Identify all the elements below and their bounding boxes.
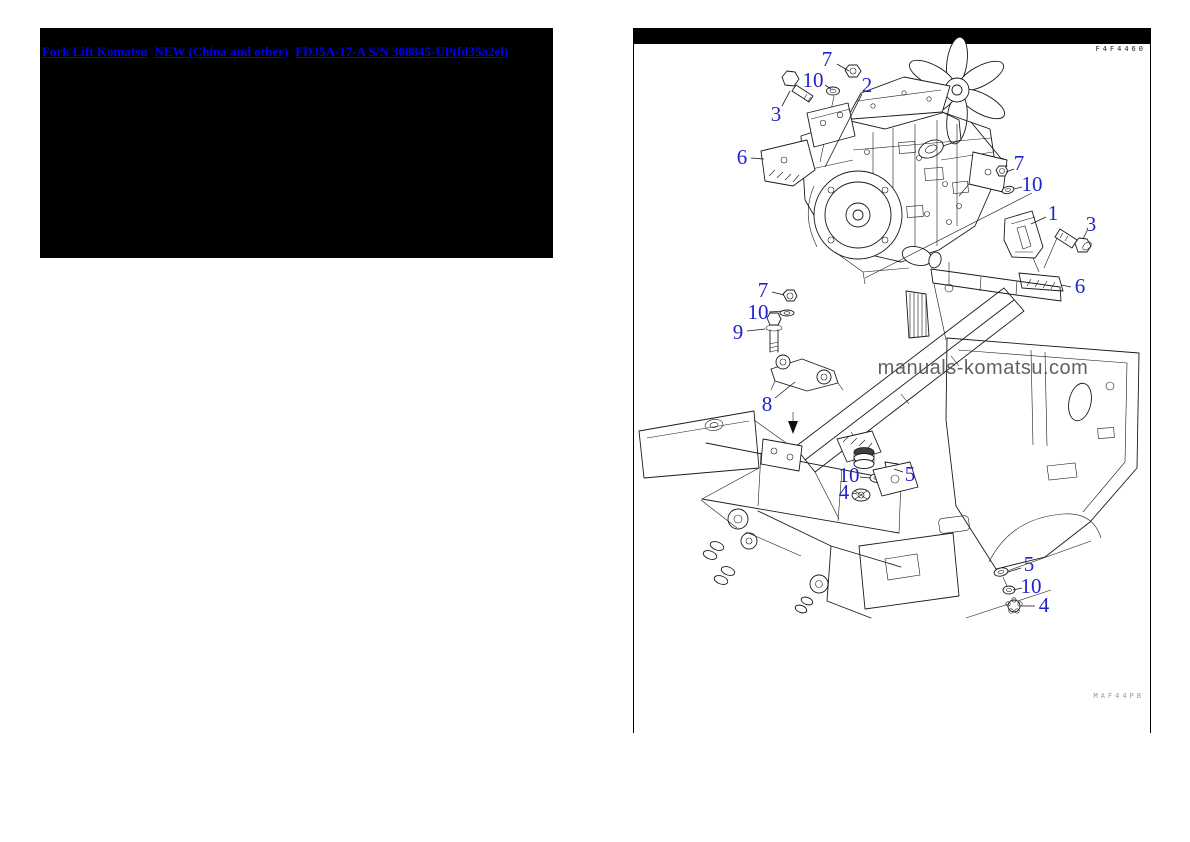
callout-number-6: 6 [736, 145, 748, 169]
callout-number-3: 3 [1085, 212, 1097, 236]
parts-diagram-panel [633, 28, 1151, 733]
breadcrumb [42, 44, 515, 60]
engine-mounting-diagram [634, 28, 1150, 733]
callout-number-5: 5 [904, 462, 916, 486]
watermark-text: manuals-komatsu.com [877, 357, 1089, 379]
callout-leader-7 [772, 292, 784, 295]
callout-number-4: 4 [838, 480, 850, 504]
callout-number-7: 7 [757, 278, 769, 302]
callout-number-6: 6 [1074, 274, 1086, 298]
callout-layer [733, 47, 1097, 617]
callout-number-4: 4 [1038, 593, 1050, 617]
callout-number-10: 10 [1020, 574, 1042, 598]
callout-number-10: 10 [747, 300, 769, 324]
callout-number-7: 7 [1013, 151, 1025, 175]
fiche-code-bottom: MAF44PB [1093, 692, 1144, 700]
engine-drawing [801, 36, 1009, 292]
frame-drawing [639, 269, 1139, 618]
callout-leader-6 [1061, 285, 1071, 287]
callout-number-10: 10 [1021, 172, 1043, 196]
fiche-code-top: F4F4460 [1095, 45, 1146, 53]
callout-leader-10 [860, 477, 870, 478]
callout-leader-3 [782, 91, 790, 106]
callout-number-9: 9 [732, 320, 744, 344]
callout-number-7: 7 [821, 47, 833, 71]
callout-number-2: 2 [861, 73, 873, 97]
breadcrumb-link-model[interactable]: Fork Lift Komatsu [42, 44, 148, 59]
breadcrumb-link-region[interactable]: NEW (China and other) [154, 44, 289, 59]
callout-number-8: 8 [761, 392, 773, 416]
callout-number-3: 3 [770, 102, 782, 126]
callout-number-10: 10 [802, 68, 824, 92]
callout-number-10: 10 [838, 463, 860, 487]
breadcrumb-link-serial[interactable]: FD35A-17-A S/N 308845-UP(fd35a2el) [295, 44, 509, 59]
callout-number-1: 1 [1047, 201, 1059, 225]
thumbnail-image [40, 28, 553, 258]
callout-leader-9 [747, 329, 765, 331]
callout-number-5: 5 [1023, 552, 1035, 576]
